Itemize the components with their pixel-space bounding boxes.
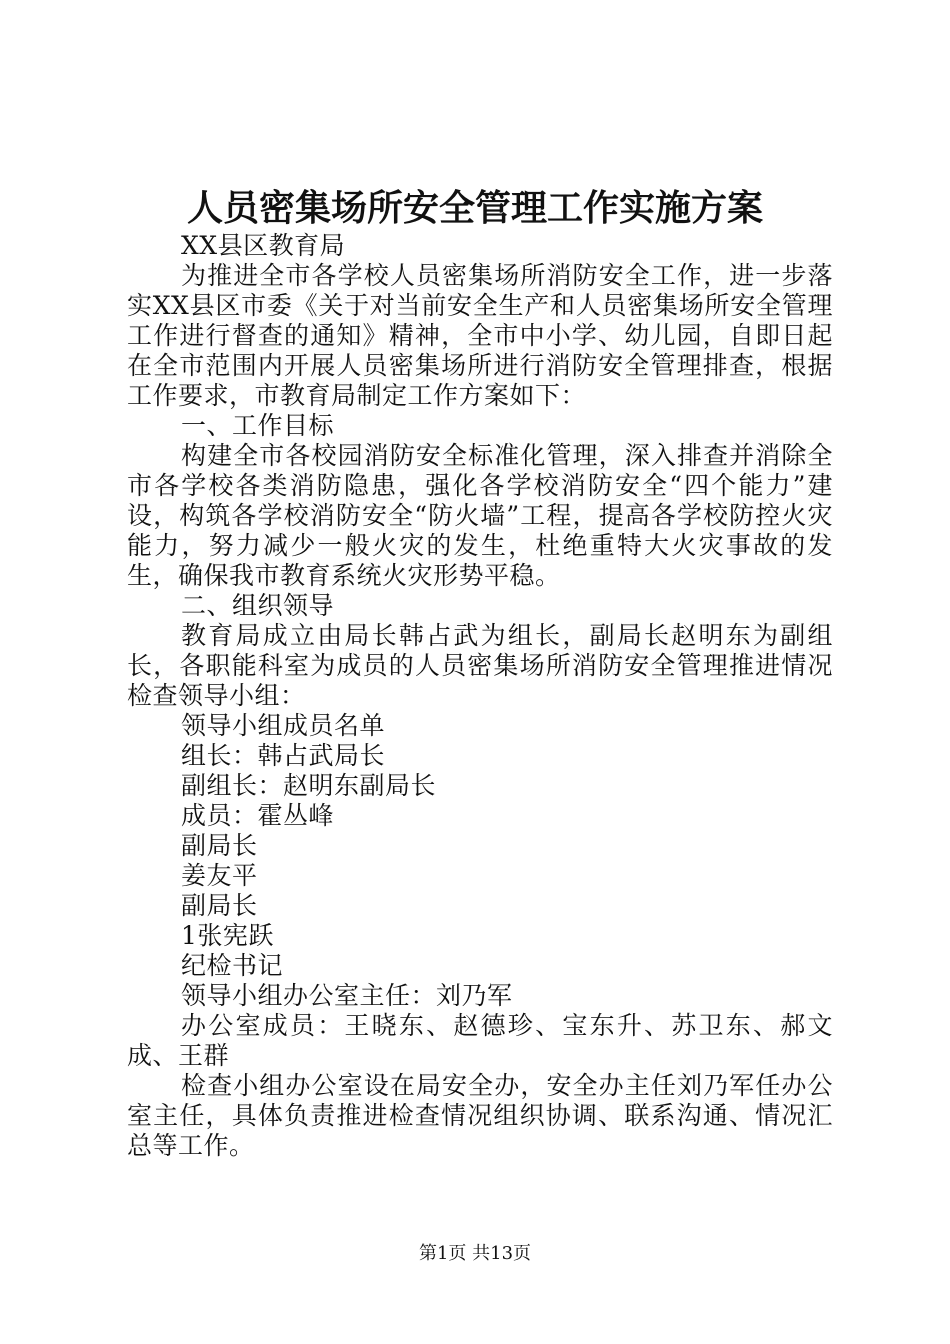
- leadership-paragraph: 教育局成立由局长韩占武为组长，副局长赵明东为副组长，各职能科室为成员的人员密集场所消防安全管理推进情况检查领导小组：: [127, 621, 833, 710]
- office-members-paragraph: 办公室成员：王晓东、赵德珍、宝东升、苏卫东、郝文成、王群: [127, 1011, 833, 1070]
- section-heading-goals: 一、工作目标: [181, 411, 335, 440]
- goals-paragraph: 构建全市各校园消防安全标准化管理，深入排查并消除全市各学校各类消防隐患，强化各学校消防安全“四个能力”建设，构筑各学校消防安全“防火墙”工程，提高各学校防控火灾能力，努力减少一般火灾的发生，杜绝重特大火灾事故的发生，确保我市教育系统火灾形势平稳。: [127, 441, 833, 590]
- office-director-line: 领导小组办公室主任：刘乃军: [181, 981, 513, 1010]
- document-body: [127, 231, 833, 1161]
- office-location-paragraph: 检查小组办公室设在局安全办，安全办主任刘乃军任办公室主任，具体负责推进检查情况组织协调、联系沟通、情况汇总等工作。: [127, 1071, 833, 1160]
- section-heading-leadership: 二、组织领导: [181, 591, 335, 620]
- member-line: 组长：韩占武局长: [181, 741, 386, 770]
- document-title: 人员密集场所安全管理工作实施方案: [186, 187, 763, 229]
- member-line: 副局长: [181, 831, 258, 860]
- member-line: 姜友平: [181, 861, 258, 890]
- issuer-line: XX县区教育局: [181, 231, 346, 260]
- member-line: 副组长：赵明东副局长: [181, 771, 437, 800]
- page-footer: 第1页 共13页: [418, 1243, 532, 1264]
- intro-paragraph: 为推进全市各学校人员密集场所消防安全工作，进一步落实XX县区市委《关于对当前安全生产和人员密集场所安全管理工作进行督查的通知》精神，全市中小学、幼儿园，自即日起在全市范围内开展人员密集场所进行消防安全管理排查，根据工作要求，市教育局制定工作方案如下：: [127, 261, 833, 410]
- member-line: 成员：霍丛峰: [181, 801, 335, 830]
- member-line: 纪检书记: [181, 951, 284, 980]
- member-list-title: 领导小组成员名单: [181, 711, 386, 740]
- member-line: 1张宪跃: [181, 921, 274, 950]
- member-line: 副局长: [181, 891, 258, 920]
